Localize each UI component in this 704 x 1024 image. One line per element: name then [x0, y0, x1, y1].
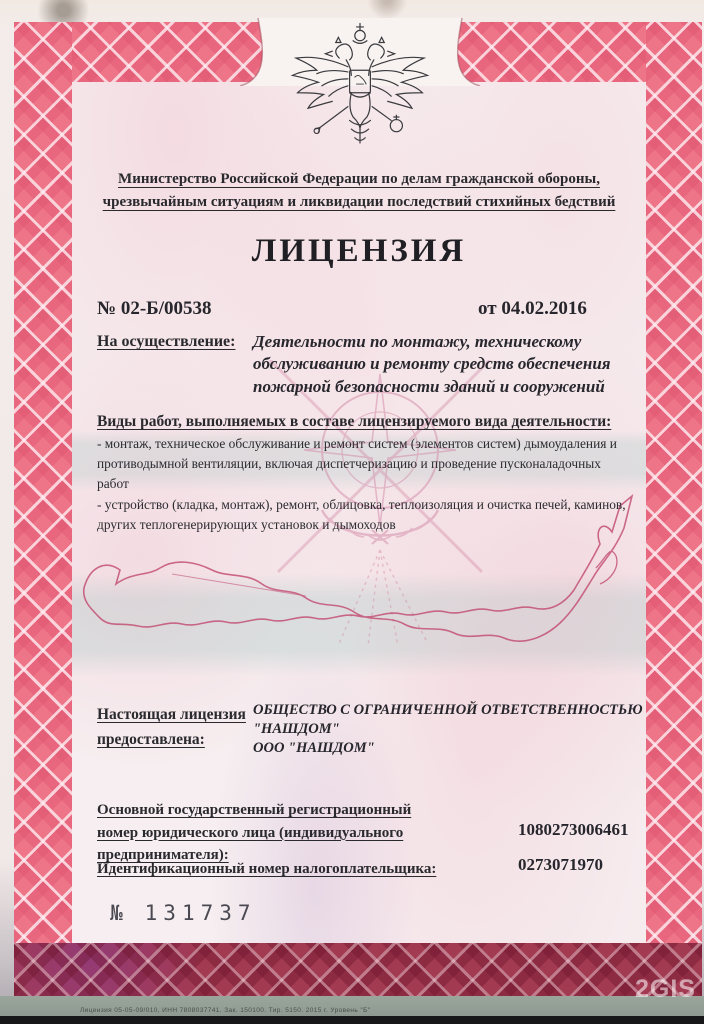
- grantee-name-line-2: "НАШДОМ": [253, 720, 340, 737]
- frame-band-left: [14, 22, 72, 943]
- grantee-label-line-1: Настоящая лицензия: [97, 706, 246, 723]
- grantee-label-line-2: предоставлена:: [97, 731, 205, 748]
- coat-of-arms-eagle-icon: [282, 20, 438, 162]
- works-item-2: - устройство (кладка, монтаж), ремонт, облицовка, теплоизоляция и очистка печей, каминов, других теплогенерирующих установок и дымоходов: [97, 497, 626, 533]
- ministry-line-1: Министерство Российской Федерации по делам гражданской обороны,: [118, 171, 600, 187]
- licensed-activity-text: Деятельности по монтажу, техническому обслуживанию и ремонту средств обеспечения пожарной безопасности зданий и сооружений: [253, 332, 611, 396]
- photo-bottom-bar: [0, 1016, 704, 1024]
- serial-digits: 131737: [144, 901, 257, 925]
- inn-value: 0273071970: [518, 855, 603, 874]
- ogrn-value: 1080273006461: [518, 820, 629, 839]
- grantee-name-line-1: ОБЩЕСТВО С ОГРАНИЧЕННОЙ ОТВЕТСТВЕННОСТЬЮ: [253, 702, 643, 718]
- document-title: ЛИЦЕНЗИЯ: [251, 233, 467, 269]
- 2gis-watermark: 2GIS: [635, 975, 696, 1003]
- serial-prefix: №: [110, 901, 123, 925]
- blank-serial-number: [110, 901, 257, 925]
- license-date: от 04.02.2016: [478, 298, 587, 319]
- ministry-header: [86, 168, 632, 213]
- license-number: № 02-Б/00538: [97, 298, 212, 319]
- works-item-1: - монтаж, техническое обслуживание и ремонт систем (элементов систем) дымоудаления и противодымной вентиляции, включая диспетчеризацию и проведение пусконаладочных работ: [97, 436, 617, 492]
- ministry-line-2: чрезвычайным ситуациям и ликвидации последствий стихийных бедствий: [102, 193, 616, 210]
- frame-band-bottom: [14, 943, 702, 996]
- issued-for-label: На осуществление:: [97, 333, 236, 350]
- printer-fineprint: Лицензия 05-05-09/010, ИНН 7808037741. Зак. 150100. Тир. 5150. 2015 г. Уровень "Б": [80, 1007, 371, 1014]
- ogrn-label: Основной государственный регистрационный номер юридического лица (индивидуального предпринимателя):: [97, 802, 412, 863]
- inn-label: Идентификационный номер налогоплательщика:: [97, 861, 437, 877]
- works-heading: Виды работ, выполняемых в составе лицензируемого вида деятельности:: [97, 413, 612, 430]
- grantee-name: [253, 701, 645, 758]
- frame-band-right: [646, 22, 702, 943]
- grantee-name-line-3: ООО "НАШДОМ": [253, 739, 375, 756]
- works-list: [97, 434, 633, 537]
